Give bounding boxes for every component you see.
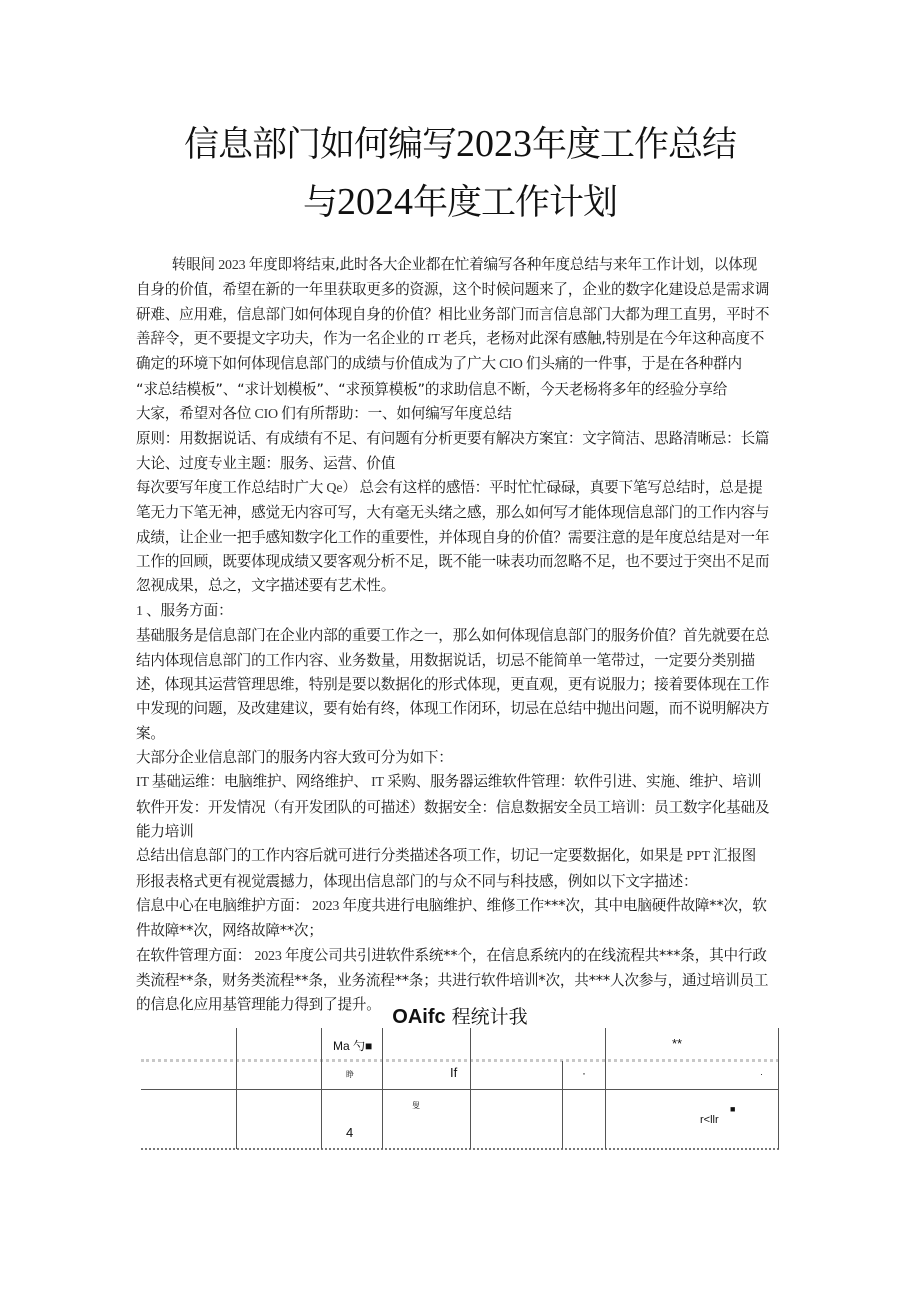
text-line — [136, 402, 784, 427]
paragraph — [136, 894, 784, 944]
paragraph — [136, 844, 784, 894]
text-segment: 笔无力下笔无神，感觉无内容可写，大有毫无头绪之感，那么如何写才能体现信息部门的工作内容与 — [136, 504, 770, 522]
text-segment: 在软件管理方面： — [136, 946, 252, 964]
table-cell-text: 睁 — [346, 1070, 354, 1079]
text-segment: 们头痛的一件事，于是在各种群内 — [525, 355, 742, 373]
latin-term: IT — [423, 332, 444, 348]
table-title-latin: OAifc — [392, 1006, 446, 1028]
latin-term: PPT — [682, 849, 713, 865]
text-segment: 案。 — [136, 724, 165, 742]
text-segment: 每次要写年度工作总结时广大 — [136, 479, 324, 497]
text-line — [136, 870, 784, 894]
text-line — [136, 550, 784, 574]
text-line — [136, 894, 784, 919]
text-line — [136, 673, 784, 697]
text-segment: 善辞令，更不要提文字功夫，作为一名企业的 — [136, 330, 424, 348]
text-segment: 、服务方面： — [146, 601, 233, 619]
paragraph — [136, 427, 784, 476]
paragraph — [136, 253, 784, 427]
text-segment: 中发现的问题，及改建建议，要有始有终，体现工作闭环，切忌在总结中抛出问题，而不说明解决方 — [136, 700, 770, 718]
text-segment: 们有所帮助：一、如何编写年度总结 — [281, 405, 512, 423]
text-segment: 大家，希望对各位 — [136, 405, 252, 423]
table-cell-text: Ma 勺■ — [333, 1039, 373, 1053]
text-segment: 老兵，老杨对此深有感触,特别是在今年这种高度不 — [443, 330, 765, 348]
title-text: 年度工作计划 — [413, 183, 618, 223]
text-segment: 大部分企业信息部门的服务内容大致可分为如下： — [136, 748, 453, 766]
paragraph — [136, 770, 784, 844]
table-cell-text: ■ — [730, 1104, 736, 1114]
text-line — [136, 820, 784, 844]
table-cell-text: ** — [672, 1036, 683, 1051]
text-segment: 年度共进行电脑维护、维修工作***次，其中电脑硬件故障**次，软 — [342, 896, 767, 914]
text-segment: 能力培训 — [136, 822, 194, 840]
latin-term: 2023 — [308, 898, 343, 914]
table-cell-text: 叟 — [412, 1101, 420, 1110]
text-line — [136, 944, 784, 969]
text-segment: 确定的环境下如何体现信息部门的成绩与价值成为了广大 — [136, 355, 496, 373]
table-column-divider — [382, 1028, 383, 1149]
table-right-border — [778, 1028, 779, 1149]
text-segment: 形报表格式更有视觉震撼力，体现出信息部门的与众不同与科技感，例如以下文字描述： — [136, 872, 698, 890]
text-line — [136, 599, 784, 624]
title-year: 2023 — [456, 123, 532, 165]
text-segment: 转眼间 — [171, 256, 215, 273]
text-line — [136, 746, 784, 770]
table-column-divider — [470, 1028, 471, 1149]
table-cell-text: If — [450, 1065, 458, 1080]
text-segment: 采购、服务器运维软件管理：软件引进、实施、维护、培训 — [386, 773, 762, 791]
latin-term: CIO — [495, 357, 526, 373]
text-line — [136, 278, 784, 302]
table-cell-text: · — [760, 1069, 763, 1079]
table-column-divider — [562, 1061, 563, 1149]
table-cell-text: r<llr — [700, 1114, 719, 1126]
text-line — [136, 796, 784, 820]
text-segment: 研难、应用难，信息部门如何体现自身的价值？相比业务部门而言信息部门大都为理工直男，平时不 — [136, 305, 770, 323]
text-segment: 大论、过度专业主题：服务、运营、价值 — [136, 454, 396, 472]
table-column-divider — [605, 1028, 606, 1149]
document-title-line-2 — [0, 180, 920, 225]
text-segment: 忽视成果，总之，文字描述要有艺术性。 — [136, 577, 396, 595]
latin-term: 1 — [136, 603, 147, 619]
text-line — [136, 327, 784, 352]
paragraph — [136, 746, 784, 770]
paragraph — [136, 476, 784, 599]
text-line — [136, 476, 784, 501]
text-line — [136, 303, 784, 327]
text-segment: 工作的回顾，既要体现成绩又要客观分析不足，既不能一味表功而忽略不足，也不要过于突出不足而 — [136, 553, 770, 571]
paragraph — [136, 599, 784, 624]
text-segment: 信息中心在电脑维护方面： — [136, 896, 309, 914]
text-segment: 自身的价值，希望在新的一年里获取更多的资源，这个时候问题来了，企业的数字化建设总是需求调 — [136, 281, 770, 299]
text-line — [136, 427, 784, 451]
text-line — [136, 969, 784, 993]
table-cell-text: · — [582, 1066, 586, 1080]
text-segment: 述，体现其运营管理思维，特别是要以数据化的形式体现，更直观，更有说服力；接着要体现在工作 — [136, 675, 770, 693]
text-segment: “求总结模板”、“求计划模板”、“求预算模板”的求助信息不断，今天老杨将多年的经验分享给 — [136, 380, 728, 398]
latin-term: IT — [367, 775, 387, 791]
text-line — [136, 624, 784, 648]
text-line — [136, 770, 784, 795]
table-column-divider — [236, 1028, 237, 1149]
latin-term: 2023 — [251, 948, 285, 964]
text-line — [136, 697, 784, 721]
document-body — [136, 253, 784, 1018]
text-line — [136, 919, 784, 943]
text-segment: 软件开发：开发情况（有开发团队的可描述）数据安全：信息数据安全员工培训：员工数字化基础及 — [136, 798, 770, 816]
text-line — [136, 352, 784, 377]
text-segment: 原则：用数据说话、有成绩有不足、有问题有分析更要有解决方案宜：文字简洁、思路清晰忌：长篇 — [136, 430, 770, 448]
text-line — [136, 722, 784, 746]
table-title — [0, 1003, 920, 1031]
text-segment: 汇报图 — [712, 847, 757, 865]
text-line — [136, 574, 784, 598]
title-text: 年度工作总结 — [532, 125, 737, 165]
table-title-cjk: 程统计我 — [445, 1006, 528, 1028]
paragraph — [136, 624, 784, 746]
title-text: 与 — [302, 183, 337, 223]
text-line — [136, 526, 784, 550]
table-row-divider — [141, 1059, 779, 1062]
text-segment: 基础服务是信息部门在企业内部的重要工作之一，那么如何体现信息部门的服务价值？首先就要在总 — [136, 627, 770, 645]
text-line — [136, 844, 784, 869]
text-segment: 总会有这样的感悟：平时忙忙碌碌，真要下笔写总结时，总是提 — [359, 479, 763, 497]
text-segment: 结内体现信息部门的工作内容、业务数量，用数据说话，切忌不能简单一笔带过，一定要分类别描 — [136, 651, 755, 669]
text-line — [136, 378, 784, 402]
text-segment: 类流程**条，财务类流程**条，业务流程**条；共进行软件培训*次，共***人次参与，通过培训员工 — [136, 971, 769, 989]
text-segment: 成绩，让企业一把手感知数字化工作的重要性，并体现自身的价值？需要注意的是年度总结是对一年 — [136, 528, 770, 546]
text-segment: 年度公司共引进软件系统**个，在信息系统内的在线流程共***条，其中行政 — [284, 946, 767, 964]
text-segment: 总结出信息部门的工作内容后就可进行分类描述各项工作，切记一定要数据化，如果是 — [136, 847, 683, 865]
text-segment: 件故障**次，网络故障**次； — [136, 922, 323, 940]
table-column-divider — [321, 1028, 322, 1149]
title-text: 信息部门如何编写 — [183, 125, 456, 165]
table-bottom-border — [141, 1148, 779, 1150]
table-cell-text: 4 — [346, 1125, 354, 1140]
title-year: 2024 — [337, 181, 413, 223]
latin-term: IT — [136, 775, 152, 791]
text-segment: 年度即将结束,此时各大企业都在忙着编写各种年度总结与来年工作计划，以体现 — [248, 256, 757, 273]
text-segment: 基础运维：电脑维护、网络维护、 — [151, 773, 368, 791]
text-segment: 的信息化应用基管理能力得到了提升。 — [136, 996, 381, 1014]
latin-term: Qe） — [323, 481, 360, 497]
text-line — [136, 452, 784, 476]
latin-term: 2023 — [214, 258, 249, 273]
latin-term: CIO — [251, 407, 282, 423]
text-line — [136, 649, 784, 673]
text-line — [136, 501, 784, 525]
document-title-line-1 — [0, 122, 920, 167]
text-line — [136, 253, 784, 278]
table-row-divider — [141, 1089, 779, 1090]
